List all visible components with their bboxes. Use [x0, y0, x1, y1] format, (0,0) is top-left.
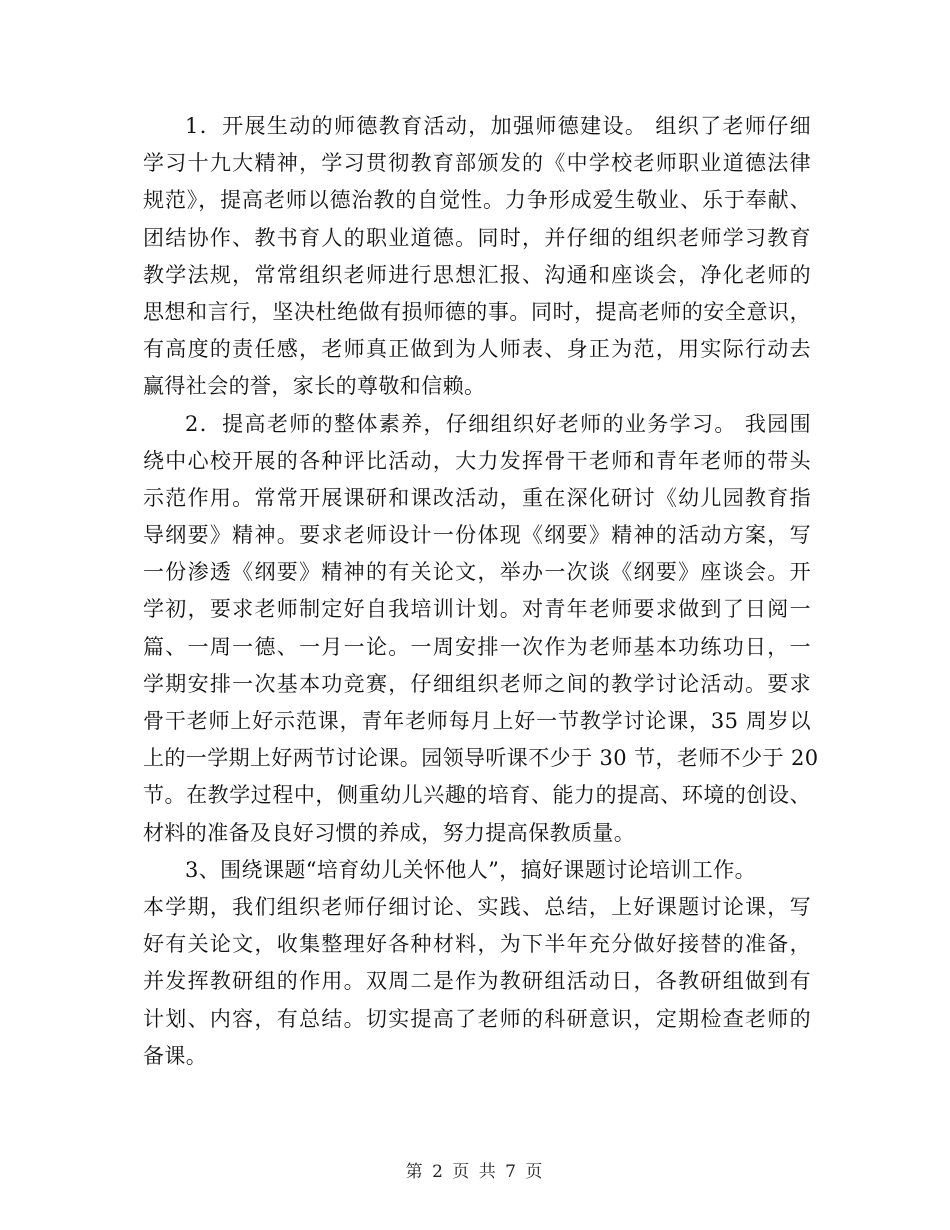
paragraph-research-topic: [143, 852, 811, 1075]
paragraph-line: 上的一学期上好两节讨论课。园领导听课不少于 30 节，老师不少于 20: [143, 746, 819, 771]
paragraph-line: 教学法规，常常组织老师进行思想汇报、沟通和座谈会，净化老师的: [143, 262, 811, 287]
paragraph-line: 计划、内容，有总结。切实提高了老师的科研意识，定期检查老师的: [143, 1006, 811, 1031]
paragraph-line: 并发挥教研组的作用。双周二是作为教研组活动日，各教研组做到有: [143, 969, 811, 994]
paragraph-line: 1．开展生动的师德教育活动，加强师德建设。 组织了老师仔细: [185, 114, 811, 138]
paragraph-line: 有高度的责任感，老师真正做到为人师表、身正为范，用实际行动去: [143, 337, 811, 362]
page-number-footer: 第 2 页 共 7 页: [405, 1162, 545, 1182]
paragraph-line: 本学期，我们组织老师仔细讨论、实践、总结，上好课题讨论课，写: [143, 894, 811, 919]
paragraph-line: 导纲要》精神。要求老师设计一份体现《纲要》精神的活动方案，写: [143, 523, 811, 548]
paragraph-line: 备课。: [143, 1043, 208, 1068]
paragraph-line: 学习十九大精神，学习贯彻教育部颁发的《中学校老师职业道德法律: [143, 151, 811, 176]
paragraph-line: 2．提高老师的整体素养，仔细组织好老师的业务学习。 我园围: [185, 411, 811, 436]
paragraph-line: 学期安排一次基本功竞赛，仔细组织老师之间的教学讨论活动。要求: [143, 671, 811, 696]
paragraph-line: 绕中心校开展的各种评比活动，大力发挥骨干老师和青年老师的带头: [143, 448, 811, 473]
paragraph-line: 学初，要求老师制定好自我培训计划。对青年老师要求做到了日阅一: [143, 597, 811, 622]
paragraph-line: 规范》，提高老师以德治教的自觉性。力争形成爱生敬业、乐于奉献、: [143, 188, 811, 213]
paragraph-line: 篇、一周一德、一月一论。一周安排一次作为老师基本功练功日，一: [143, 634, 811, 659]
paragraph-line: 骨干老师上好示范课，青年老师每月上好一节教学讨论课，35 周岁以: [143, 709, 811, 733]
paragraph-line: 示范作用。常常开展课研和课改活动，重在深化研讨《幼儿园教育指: [143, 485, 811, 510]
paragraph-line: 好有关论文，收集整理好各种材料，为下半年充分做好接替的准备，: [143, 932, 811, 957]
paragraph-teacher-ethics: [143, 108, 811, 406]
paragraph-teacher-quality: [143, 406, 819, 852]
paragraph-line: 3、围绕课题“培育幼儿关怀他人”，搞好课题讨论培训工作。: [185, 857, 757, 882]
paragraph-line: 节。在教学过程中，侧重幼儿兴趣的培育、能力的提高、环境的创设、: [143, 783, 811, 808]
paragraph-line: 一份渗透《纲要》精神的有关论文，举办一次谈《纲要》座谈会。开: [143, 560, 811, 585]
paragraph-line: 材料的准备及良好习惯的养成，努力提高保教质量。: [143, 820, 636, 845]
paragraph-line: 团结协作、教书育人的职业道德。同时，并仔细的组织老师学习教育: [143, 225, 811, 250]
document-body: [143, 108, 819, 1075]
paragraph-line: 赢得社会的誉，家长的尊敬和信赖。: [143, 374, 486, 399]
paragraph-line: 思想和言行，坚决杜绝做有损师德的事。同时，提高老师的安全意识，: [143, 299, 811, 324]
